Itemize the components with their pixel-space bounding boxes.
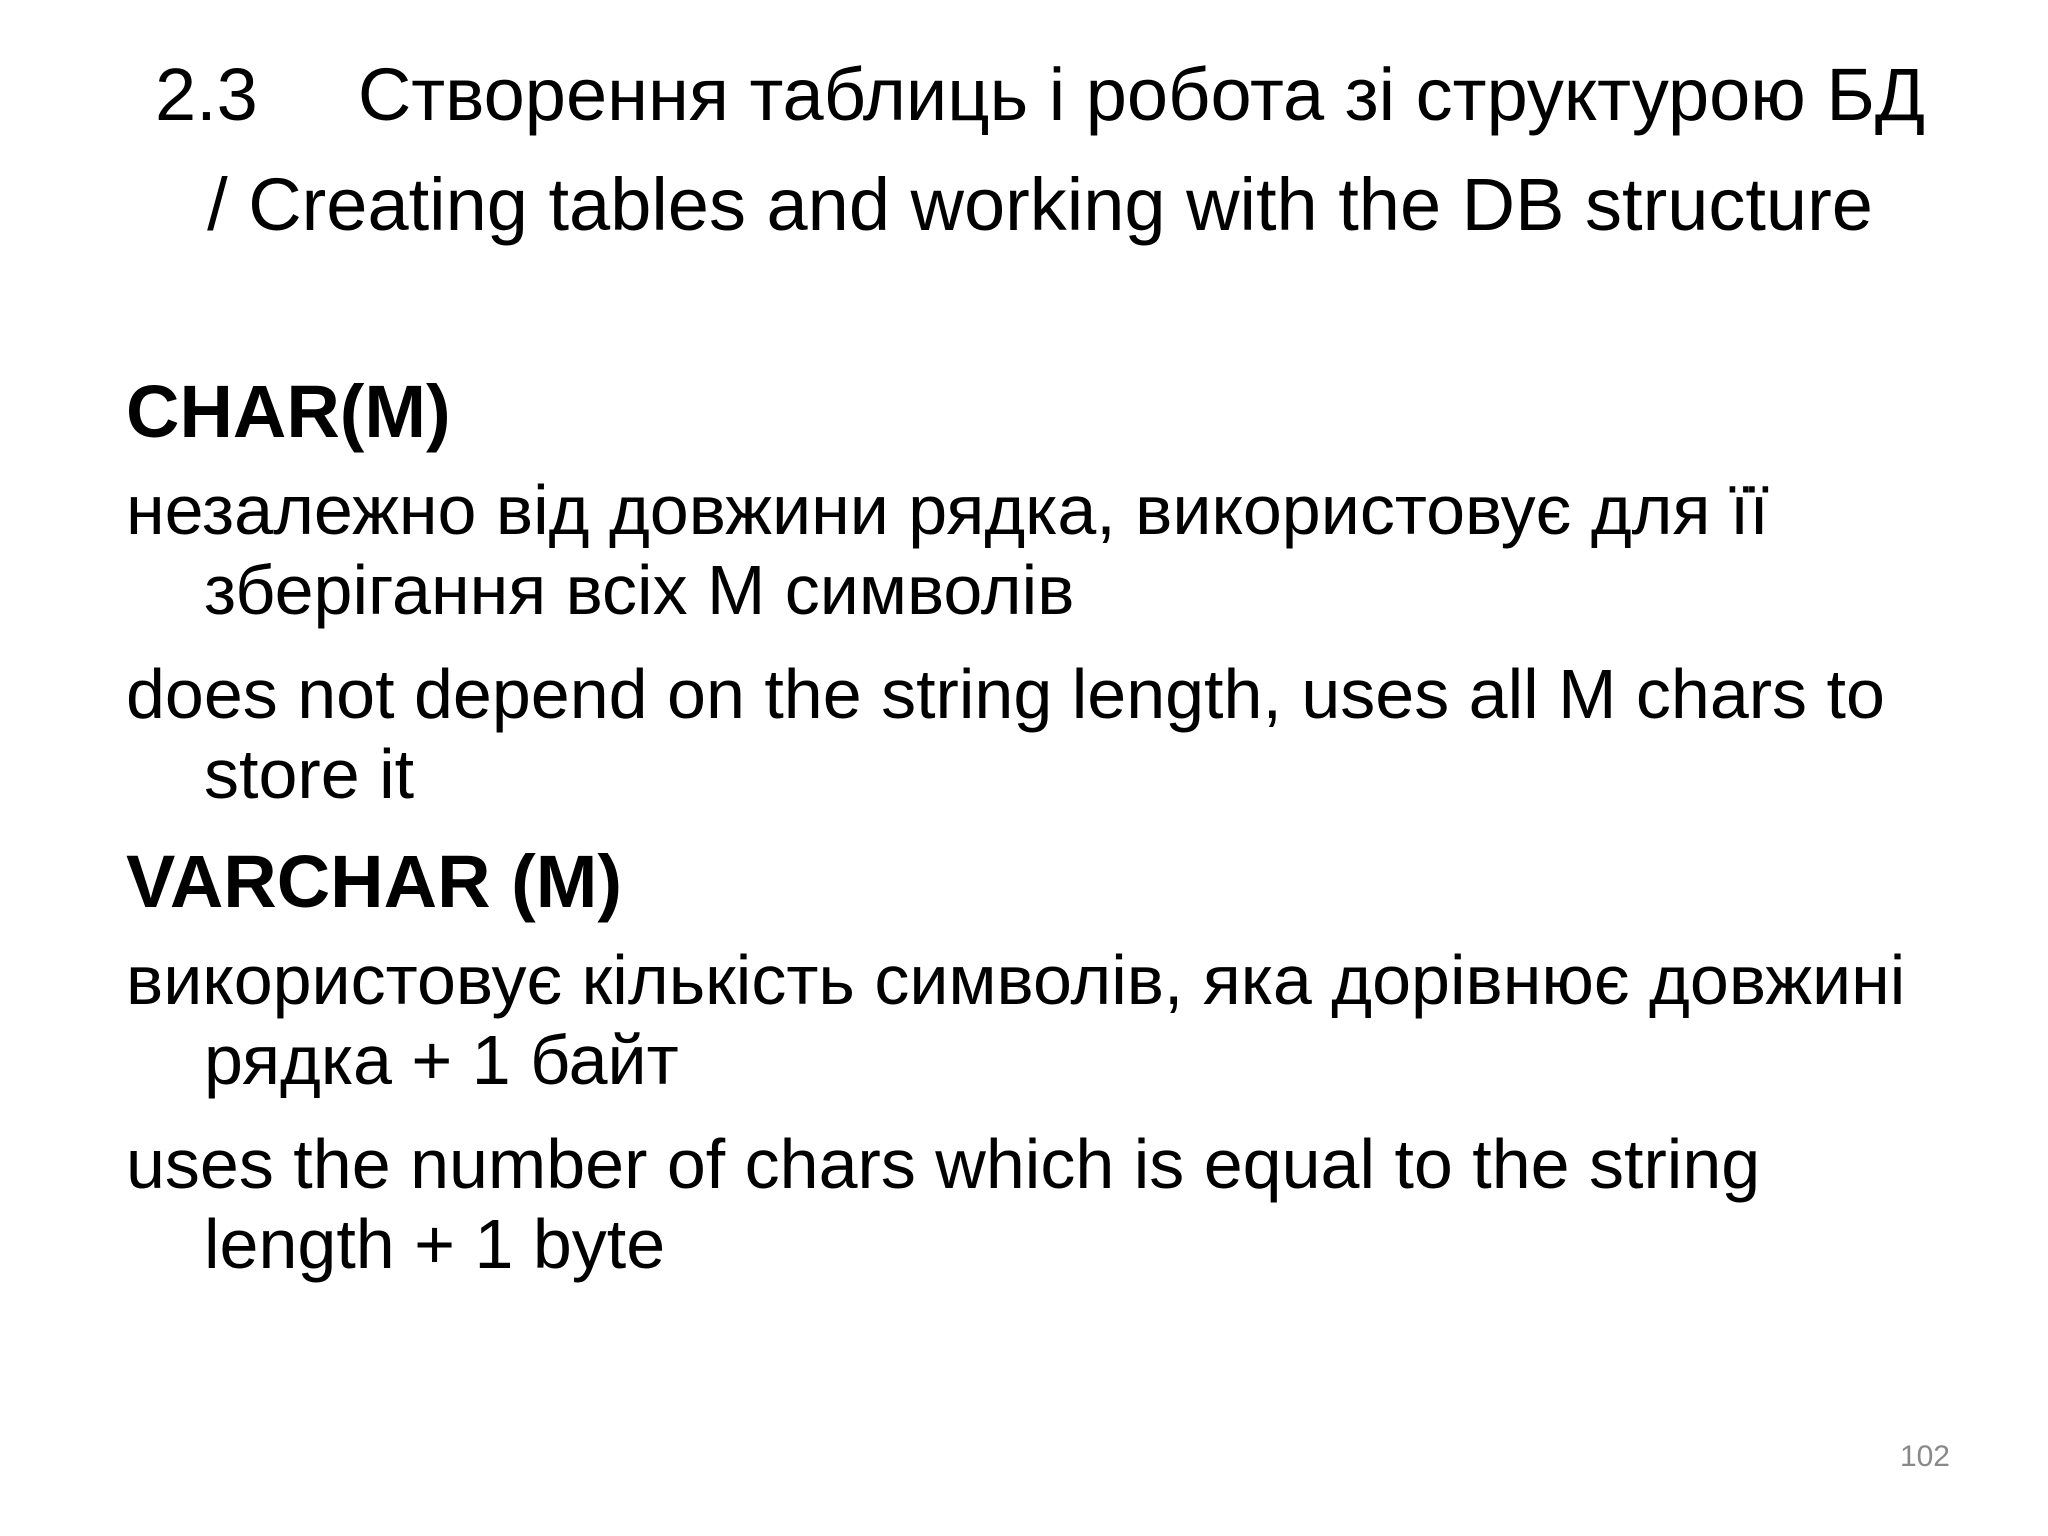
varchar-description-uk: використовує кількість символів, яка дорівнює довжині рядка + 1 байт (126, 941, 1906, 1099)
title-number: 2.3 (154, 53, 258, 136)
varchar-description-en: uses the number of chars which is equal to the string length + 1 byte (126, 1125, 1761, 1283)
section-heading-char: CHAR(M) (126, 370, 451, 453)
char-description-en: does not depend on the string length, uses all M chars to store it (126, 655, 1885, 813)
title-text: Створення таблиць і робота зі структурою БД / Creating tables and working with the DB structure (207, 53, 1926, 246)
slide-title (150, 40, 1930, 260)
page-number: 102 (1899, 1440, 1950, 1473)
slide-content (126, 368, 1966, 1308)
section-heading-varchar: VARCHAR (M) (126, 840, 622, 923)
char-description-uk: незалежно від довжини рядка, використовує для її зберігання всіх M символів (126, 471, 1769, 629)
